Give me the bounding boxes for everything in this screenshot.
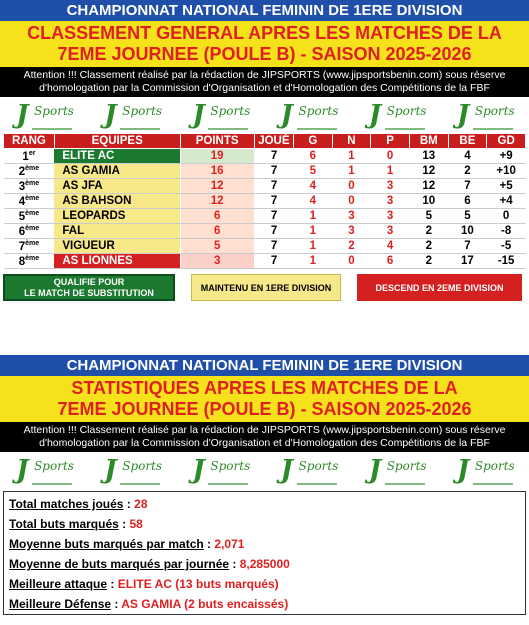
logo-letter: J — [192, 455, 205, 485]
stat-value: 8,285000 — [239, 557, 290, 571]
drawn-cell: 0 — [332, 179, 371, 194]
legend-qualified-line2: LE MATCH DE SUBSTITUTION — [24, 287, 154, 298]
stat-row — [9, 514, 520, 534]
table-row — [4, 194, 526, 209]
rank-cell — [4, 224, 55, 239]
stat-separator: : — [123, 497, 135, 511]
column-header: BM — [409, 134, 448, 149]
logo-word: Sports — [386, 459, 427, 473]
stat-separator: : — [203, 537, 215, 551]
rank-suffix: ème — [25, 254, 40, 262]
column-header: GD — [487, 134, 526, 149]
drawn-cell: 1 — [332, 149, 371, 164]
attention-notice-2 — [0, 422, 529, 452]
jipsports-logo-icon — [455, 100, 515, 130]
jipsports-logo-icon — [279, 100, 339, 130]
logo-letter: J — [16, 100, 29, 130]
logo-word: Sports — [298, 104, 339, 118]
lost-cell: 3 — [371, 194, 410, 209]
stat-separator: : — [118, 517, 130, 531]
statistics-box — [3, 491, 526, 615]
team-cell: FAL — [54, 224, 180, 239]
won-cell: 1 — [293, 209, 332, 224]
logo-underline — [120, 483, 160, 485]
ranking-subtitle — [0, 21, 529, 67]
statistics-panel — [0, 355, 529, 615]
lost-cell: 0 — [371, 149, 410, 164]
lost-cell: 3 — [371, 224, 410, 239]
goals-for-cell: 2 — [409, 224, 448, 239]
rank-suffix: ème — [25, 164, 40, 172]
logo-underline — [208, 483, 248, 485]
team-cell: VIGUEUR — [54, 239, 180, 254]
jipsports-logo-icon — [279, 455, 339, 485]
logo-underline — [120, 128, 160, 130]
attention-notice — [0, 67, 529, 97]
rank-cell — [4, 164, 55, 179]
table-row — [4, 149, 526, 164]
logo-letter: J — [192, 100, 205, 130]
won-cell: 4 — [293, 179, 332, 194]
goal-difference-cell: -15 — [487, 254, 526, 269]
attention-line1: Attention !!! Classement réalisé par la rédaction de JIPSPORTS (www.jipsportsbenin.com) sous réserve — [23, 69, 506, 81]
goals-for-cell: 2 — [409, 254, 448, 269]
rank-cell — [4, 194, 55, 209]
legend-maintained: MAINTENU EN 1ERE DIVISION — [191, 274, 341, 301]
statistics-subtitle-line1: STATISTIQUES APRES LES MATCHES DE LA — [71, 378, 458, 398]
played-cell: 7 — [254, 164, 293, 179]
logo-letter: J — [280, 100, 293, 130]
jipsports-logo-icon — [102, 455, 162, 485]
column-header: POINTS — [180, 134, 254, 149]
points-cell: 3 — [180, 254, 254, 269]
drawn-cell: 1 — [332, 164, 371, 179]
goal-difference-cell: 0 — [487, 209, 526, 224]
won-cell: 5 — [293, 164, 332, 179]
goals-against-cell: 2 — [448, 164, 487, 179]
goals-against-cell: 17 — [448, 254, 487, 269]
rank-value: 3 — [18, 180, 26, 193]
stat-row — [9, 574, 520, 594]
played-cell: 7 — [254, 209, 293, 224]
drawn-cell: 0 — [332, 254, 371, 269]
logo-underline — [473, 483, 513, 485]
team-cell: AS BAHSON — [54, 194, 180, 209]
logo-underline — [473, 128, 513, 130]
rank-value: 6 — [18, 225, 26, 238]
goal-difference-cell: +5 — [487, 179, 526, 194]
stat-value: 2,071 — [214, 537, 245, 551]
jipsports-logo-icon — [455, 455, 515, 485]
played-cell: 7 — [254, 179, 293, 194]
table-row — [4, 164, 526, 179]
team-cell: AS GAMIA — [54, 164, 180, 179]
goals-for-cell: 2 — [409, 239, 448, 254]
played-cell: 7 — [254, 254, 293, 269]
stat-row — [9, 554, 520, 574]
logo-letter: J — [456, 455, 470, 485]
played-cell: 7 — [254, 149, 293, 164]
logo-word: Sports — [34, 459, 74, 473]
lost-cell: 3 — [371, 179, 410, 194]
stat-row — [9, 534, 520, 554]
attention-line1: Attention !!! Classement réalisé par la rédaction de JIPSPORTS (www.jipsportsbenin.com) sous réserve — [23, 424, 506, 436]
rank-value: 1 — [22, 150, 29, 163]
jipsports-logo-icon — [190, 100, 250, 130]
goals-against-cell: 7 — [448, 239, 487, 254]
logo-underline — [385, 128, 425, 130]
stat-value: ELITE AC (13 buts marqués) — [117, 577, 279, 591]
rank-value: 4 — [18, 195, 26, 208]
goals-against-cell: 4 — [448, 149, 487, 164]
logo-word: Sports — [210, 459, 251, 473]
logo-letter: J — [368, 455, 382, 485]
zone-legend — [3, 274, 529, 301]
won-cell: 1 — [293, 254, 332, 269]
logo-letter: J — [368, 100, 382, 130]
table-row — [4, 254, 526, 269]
rank-value: 8 — [18, 255, 26, 268]
stat-label: Moyenne buts marqués par match — [9, 537, 204, 551]
goal-difference-cell: +4 — [487, 194, 526, 209]
jipsports-logo-icon — [14, 100, 74, 130]
stat-label: Meilleure attaque — [9, 577, 108, 591]
rank-cell — [4, 239, 55, 254]
won-cell: 1 — [293, 239, 332, 254]
goals-against-cell: 7 — [448, 179, 487, 194]
drawn-cell: 3 — [332, 209, 371, 224]
table-row — [4, 209, 526, 224]
won-cell: 1 — [293, 224, 332, 239]
goals-for-cell: 5 — [409, 209, 448, 224]
won-cell: 4 — [293, 194, 332, 209]
lost-cell: 1 — [371, 164, 410, 179]
logo-word: Sports — [34, 104, 74, 118]
points-cell: 12 — [180, 194, 254, 209]
team-cell: AS JFA — [54, 179, 180, 194]
goal-difference-cell: -5 — [487, 239, 526, 254]
rank-value: 2 — [18, 165, 26, 178]
stat-value: AS GAMIA (2 buts encaissés) — [121, 597, 289, 611]
logo-word: Sports — [298, 459, 339, 473]
jipsports-logo-icon — [102, 100, 162, 130]
championship-title-2: CHAMPIONNAT NATIONAL FEMININ DE 1ERE DIVISION — [0, 355, 529, 376]
goal-difference-cell: +10 — [487, 164, 526, 179]
legend-relegated: DESCEND EN 2EME DIVISION — [357, 274, 522, 301]
jipsports-logo-icon — [190, 455, 250, 485]
legend-qualified-line1: QUALIFIE POUR — [53, 276, 125, 287]
goal-difference-cell: +9 — [487, 149, 526, 164]
statistics-subtitle-line2: 7EME JOURNEE (POULE B) - SAISON 2025-2026 — [57, 399, 472, 419]
attention-line2: d'homologation par la Commission d'Organisation et d'Homologation des Compétitions de la FBF — [39, 437, 490, 449]
played-cell: 7 — [254, 224, 293, 239]
column-header: BE — [448, 134, 487, 149]
played-cell: 7 — [254, 239, 293, 254]
goals-against-cell: 5 — [448, 209, 487, 224]
goal-difference-cell: -8 — [487, 224, 526, 239]
logo-underline — [32, 128, 72, 130]
points-cell: 16 — [180, 164, 254, 179]
ranking-panel — [0, 0, 529, 301]
column-header: N — [332, 134, 371, 149]
table-header-row — [4, 134, 526, 149]
logo-underline — [297, 128, 337, 130]
rank-value: 7 — [18, 240, 26, 253]
logo-underline — [297, 483, 337, 485]
stat-value: 28 — [134, 497, 148, 511]
rank-suffix: ème — [25, 179, 40, 187]
column-header: EQUIPES — [54, 134, 180, 149]
lost-cell: 6 — [371, 254, 410, 269]
lost-cell: 4 — [371, 239, 410, 254]
legend-qualified — [3, 274, 175, 301]
table-row — [4, 224, 526, 239]
stat-label: Total buts marqués — [9, 517, 119, 531]
ranking-subtitle-line1: CLASSEMENT GENERAL APRES LES MATCHES DE LA — [27, 23, 502, 43]
lost-cell: 3 — [371, 209, 410, 224]
rank-cell — [4, 179, 55, 194]
logo-letter: J — [16, 455, 29, 485]
won-cell: 6 — [293, 149, 332, 164]
stat-value: 58 — [129, 517, 143, 531]
column-header: G — [293, 134, 332, 149]
column-header: P — [371, 134, 410, 149]
column-header: RANG — [4, 134, 55, 149]
stat-separator: : — [229, 557, 240, 571]
logo-letter: J — [456, 100, 470, 130]
logo-underline — [32, 483, 72, 485]
points-cell: 12 — [180, 179, 254, 194]
goals-against-cell: 6 — [448, 194, 487, 209]
rank-suffix: er — [28, 149, 36, 157]
jipsports-logo-icon — [14, 455, 74, 485]
goals-for-cell: 12 — [409, 164, 448, 179]
table-row — [4, 239, 526, 254]
ranking-table — [3, 133, 526, 269]
drawn-cell: 0 — [332, 194, 371, 209]
drawn-cell: 3 — [332, 224, 371, 239]
logo-strip — [0, 97, 529, 133]
rank-suffix: ème — [25, 224, 40, 232]
stat-label: Moyenne de buts marqués par journée — [9, 557, 230, 571]
table-row — [4, 179, 526, 194]
rank-suffix: ème — [25, 194, 40, 202]
logo-word: Sports — [474, 104, 515, 118]
rank-cell — [4, 149, 55, 164]
rank-value: 5 — [18, 210, 26, 223]
jipsports-logo-icon — [367, 455, 427, 485]
points-cell: 6 — [180, 224, 254, 239]
logo-word: Sports — [122, 459, 163, 473]
played-cell: 7 — [254, 194, 293, 209]
stat-separator: : — [107, 577, 118, 591]
column-header: JOUÉ — [254, 134, 293, 149]
logo-word: Sports — [210, 104, 251, 118]
drawn-cell: 2 — [332, 239, 371, 254]
ranking-subtitle-line2: 7EME JOURNEE (POULE B) - SAISON 2025-2026 — [57, 44, 472, 64]
team-cell: LEOPARDS — [54, 209, 180, 224]
logo-word: Sports — [474, 459, 515, 473]
team-cell: ELITE AC — [54, 149, 180, 164]
stat-label: Total matches joués — [9, 497, 124, 511]
team-cell: AS LIONNES — [54, 254, 180, 269]
jipsports-logo-icon — [367, 100, 427, 130]
stat-label: Meilleure Défense — [9, 597, 112, 611]
rank-cell — [4, 254, 55, 269]
logo-strip-2 — [0, 452, 529, 488]
points-cell: 5 — [180, 239, 254, 254]
logo-word: Sports — [386, 104, 427, 118]
logo-letter: J — [280, 455, 293, 485]
rank-suffix: ème — [25, 209, 40, 217]
logo-word: Sports — [122, 104, 163, 118]
logo-underline — [208, 128, 248, 130]
goals-for-cell: 13 — [409, 149, 448, 164]
championship-title: CHAMPIONNAT NATIONAL FEMININ DE 1ERE DIVISION — [0, 0, 529, 21]
statistics-subtitle — [0, 376, 529, 422]
attention-line2: d'homologation par la Commission d'Organisation et d'Homologation des Compétitions de la FBF — [39, 82, 490, 94]
points-cell: 19 — [180, 149, 254, 164]
logo-underline — [385, 483, 425, 485]
stat-row — [9, 594, 520, 614]
stat-separator: : — [111, 597, 122, 611]
stat-row — [9, 494, 520, 514]
logo-letter: J — [104, 455, 117, 485]
goals-for-cell: 12 — [409, 179, 448, 194]
goals-against-cell: 10 — [448, 224, 487, 239]
rank-cell — [4, 209, 55, 224]
table-body — [4, 149, 526, 269]
rank-suffix: ème — [25, 239, 40, 247]
points-cell: 6 — [180, 209, 254, 224]
logo-letter: J — [104, 100, 117, 130]
goals-for-cell: 10 — [409, 194, 448, 209]
